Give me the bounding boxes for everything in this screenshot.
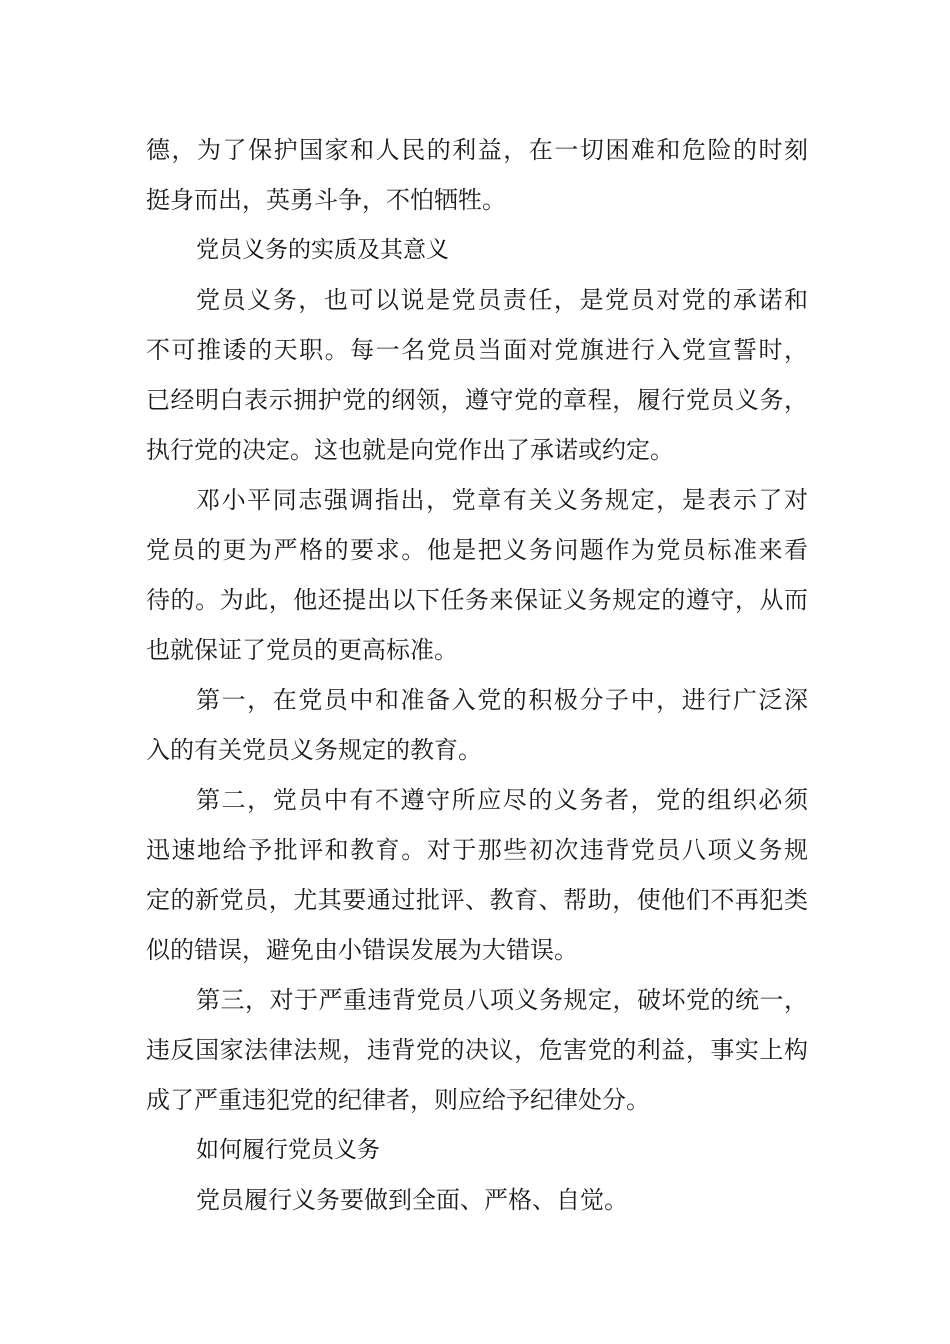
- paragraph-line: 德，为了保护国家和人民的利益，在一切困难和危险的时刻: [146, 136, 808, 164]
- paragraph-line: 已经明白表示拥护党的纲领，遵守党的章程，履行党员义务，: [146, 386, 808, 414]
- paragraph-line: 第二，党员中有不遵守所应尽的义务者，党的组织必须: [196, 786, 808, 814]
- paragraph-line: 成了严重违犯党的纪律者，则应给予纪律处分。: [146, 1086, 650, 1114]
- section-heading-fulfill: 如何履行党员义务: [196, 1137, 380, 1163]
- paragraph-line: 待的。为此，他还提出以下任务来保证义务规定的遵守，从而: [146, 586, 808, 614]
- paragraph-line: 挺身而出，英勇斗争，不怕牺牲。: [146, 186, 506, 214]
- paragraph-line: 迅速地给予批评和教育。对于那些初次违背党员八项义务规: [146, 836, 808, 864]
- paragraph-line: 似的错误，避免由小错误发展为大错误。: [146, 936, 578, 964]
- paragraph-line: 第三，对于严重违背党员八项义务规定，破坏党的统一，: [196, 986, 808, 1014]
- paragraph-line: 执行党的决定。这也就是向党作出了承诺或约定。: [146, 436, 674, 464]
- paragraph-line: 违反国家法律法规，违背党的决议，危害党的利益，事实上构: [146, 1036, 808, 1064]
- paragraph-line: 党员义务，也可以说是党员责任，是党员对党的承诺和: [196, 286, 808, 314]
- paragraph-line: 也就保证了党员的更高标准。: [146, 636, 458, 664]
- paragraph-line: 入的有关党员义务规定的教育。: [146, 736, 482, 764]
- paragraph-line: 邓小平同志强调指出，党章有关义务规定，是表示了对: [196, 486, 808, 514]
- paragraph-line: 党员的更为严格的要求。他是把义务问题作为党员标准来看: [146, 536, 808, 564]
- paragraph-line: 定的新党员，尤其要通过批评、教育、帮助，使他们不再犯类: [146, 886, 808, 914]
- paragraph-line: 不可推诿的天职。每一名党员当面对党旗进行入党宣誓时，: [146, 336, 808, 364]
- paragraph-line: 第一，在党员中和准备入党的积极分子中，进行广泛深: [196, 686, 808, 714]
- section-heading-essence: 党员义务的实质及其意义: [196, 237, 449, 263]
- paragraph-line: 党员履行义务要做到全面、严格、自觉。: [196, 1186, 628, 1214]
